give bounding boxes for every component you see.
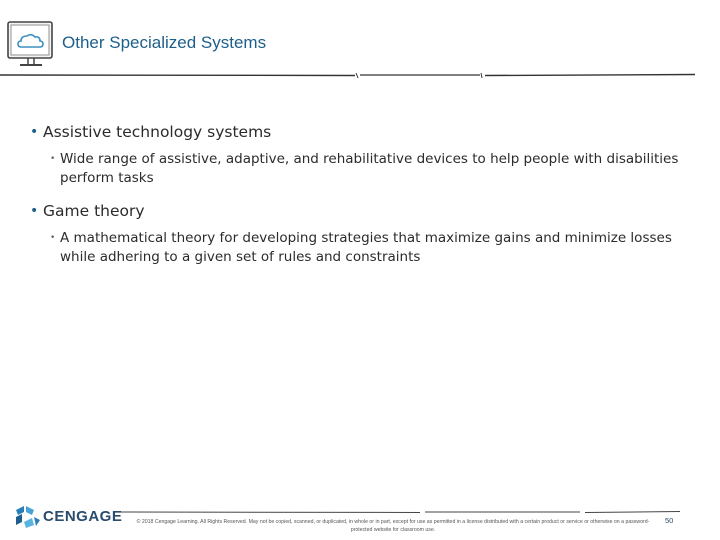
copyright-notice: © 2018 Cengage Learning. All Rights Reserved. May not be copied, scanned, or duplicated, in whole or in part, except for use as permitted in a license distributed with a certain product or service or otherwise on a password-protected website for classroom use.	[136, 519, 650, 533]
bullet-text: Assistive technology systems	[43, 123, 272, 141]
sub-bullet-item	[50, 229, 680, 267]
title-divider	[0, 70, 720, 80]
sub-bullet-marker: •	[50, 233, 56, 243]
sub-bullet-text: A mathematical theory for developing strategies that maximize gains and minimize losses while adhering to a given set of rules and constraints	[60, 230, 672, 265]
bullet-marker: •	[30, 203, 39, 219]
bullet-marker: •	[30, 124, 39, 140]
sub-bullet-text: Wide range of assistive, adaptive, and rehabilitative devices to help people with disabilities perform tasks	[60, 151, 679, 186]
cengage-logo-text: CENGAGE	[43, 508, 123, 525]
sub-bullet-marker: •	[50, 154, 56, 164]
bullet-item	[30, 122, 690, 142]
monitor-cloud-icon	[6, 20, 56, 70]
footer-divider	[120, 508, 680, 516]
bullet-list	[30, 122, 690, 267]
bullet-item	[30, 201, 690, 221]
page-number: 50	[665, 516, 674, 525]
bullet-text: Game theory	[43, 202, 145, 220]
sub-bullet-item	[50, 150, 680, 188]
slide-title: Other Specialized Systems	[62, 33, 267, 52]
